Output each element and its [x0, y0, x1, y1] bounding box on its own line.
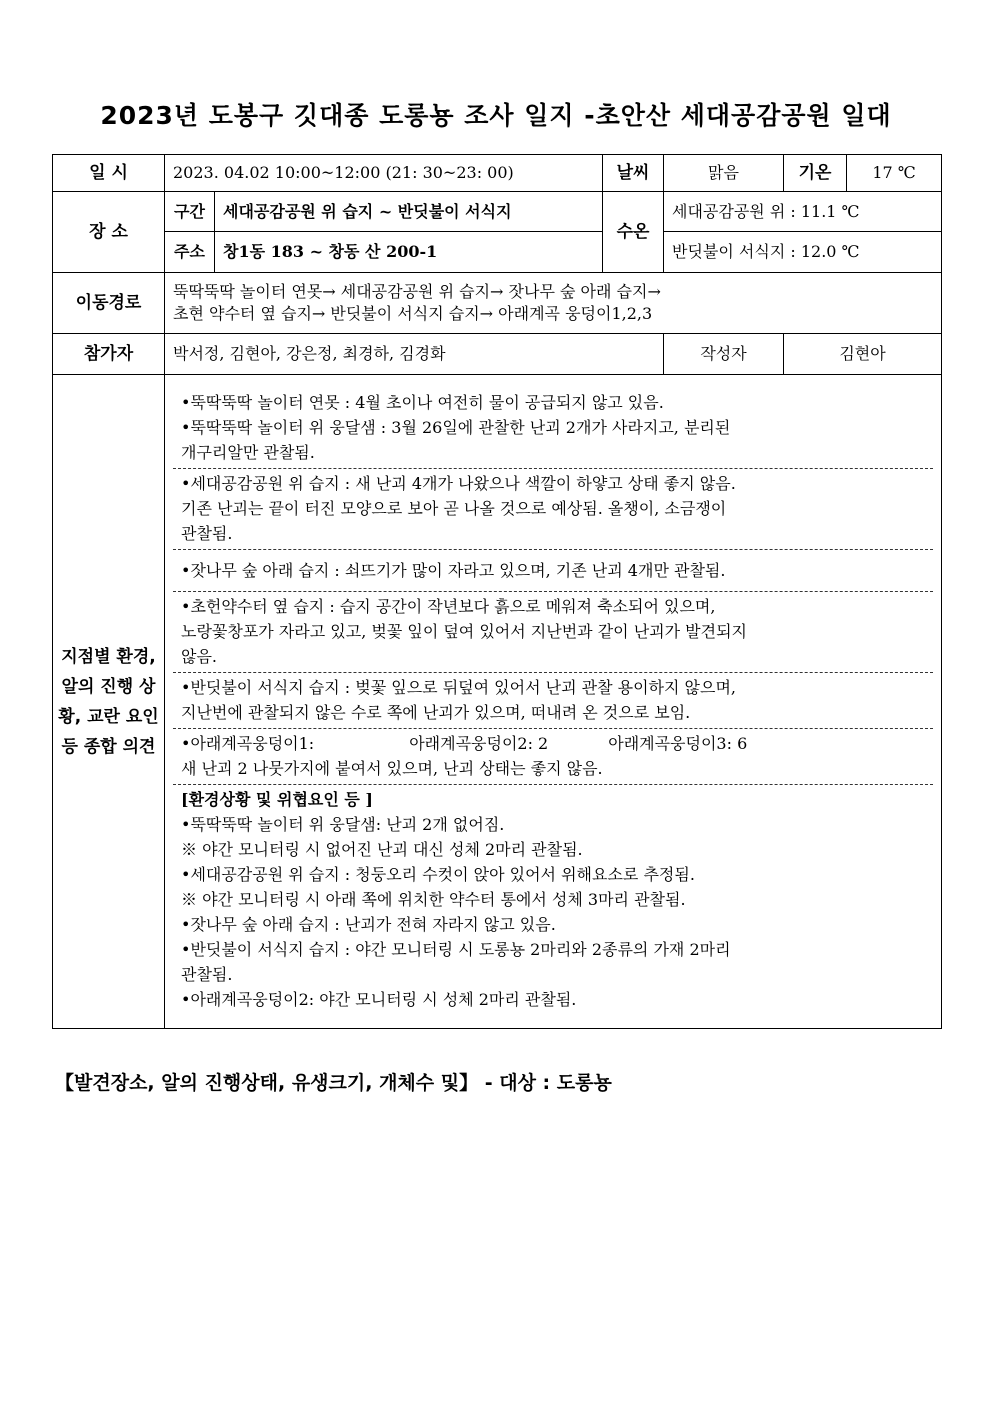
- note-line: 노랑꽃창포가 자라고 있고, 벚꽃 잎이 덮여 있어서 지난번과 같이 난괴가 발견되지: [181, 622, 747, 641]
- address-label: 주소: [165, 232, 215, 273]
- note-block: [173, 469, 933, 550]
- section-heading-findings: 【발견장소, 알의 진행상태, 유생크기, 개체수 및】 - 대상 : 도롱뇽: [55, 1072, 612, 1094]
- environment-threats-block: [173, 785, 933, 1015]
- location-label: 장 소: [53, 192, 165, 273]
- pool-2-count: 아래계곡웅덩이2: 2: [409, 734, 549, 753]
- section-value: 세대공감공원 위 습지 ~ 반딧불이 서식지: [215, 192, 603, 232]
- note-line: 지난번에 관찰되지 않은 수로 쪽에 난괴가 있으며, 떠내려 온 것으로 보임.: [181, 703, 691, 722]
- note-line: 새 난괴 2 나뭇가지에 붙여서 있으며, 난괴 상태는 좋지 않음.: [181, 759, 603, 778]
- water-temp-label: 수온: [603, 192, 664, 273]
- note-block: [173, 388, 933, 469]
- note-line: •잣나무 숲 아래 습지 : 쇠뜨기가 많이 자라고 있으며, 기존 난괴 4개만 관찰됨.: [181, 561, 726, 580]
- weather-label: 날씨: [603, 155, 664, 192]
- site-notes: [165, 375, 942, 1029]
- survey-log-table: [52, 154, 942, 1029]
- opinion-label: 지점별 환경, 알의 진행 상황, 교란 요인 등 종합 의견: [53, 375, 165, 1029]
- note-line: [181, 731, 925, 756]
- datetime-label: 일 시: [53, 155, 165, 192]
- note-line: ※ 야간 모니터링 시 없어진 난괴 대신 성체 2마리 관찰됨.: [181, 840, 583, 859]
- note-line: 기존 난괴는 끝이 터진 모양으로 보아 곧 나올 것으로 예상됨. 올챙이, 소금쟁이: [181, 499, 727, 518]
- pool-1-count: •아래계곡웅덩이1:: [181, 734, 315, 753]
- note-line: •반딧불이 서식지 습지 : 벚꽃 잎으로 뒤덮여 있어서 난괴 관찰 용이하지 않으며,: [181, 678, 736, 697]
- pool-3-count: 아래계곡웅덩이3: 6: [608, 734, 748, 753]
- air-temp-label: 기온: [784, 155, 847, 192]
- note-line: ※ 야간 모니터링 시 아래 쪽에 위치한 약수터 통에서 성체 3마리 관찰됨.: [181, 890, 686, 909]
- address-value: 창1동 183 ~ 창동 산 200-1: [215, 232, 603, 273]
- water-temp-value-2: 반딧불이 서식지 : 12.0 ℃: [664, 232, 942, 273]
- note-line: 관찰됨.: [181, 524, 233, 543]
- note-line: •뚝딱뚝딱 놀이터 위 웅달샘 : 3월 26일에 관찰한 난괴 2개가 사라지고, 분리된: [181, 418, 731, 437]
- route-line-1: 뚝딱뚝딱 놀이터 연못→ 세대공감공원 위 습지→ 잣나무 숲 아래 습지→: [173, 282, 661, 301]
- weather-value: 맑음: [664, 155, 784, 192]
- note-line: •세대공감공원 위 습지 : 청둥오리 수컷이 앉아 있어서 위해요소로 추정됨.: [181, 865, 695, 884]
- note-line: •초헌약수터 옆 습지 : 습지 공간이 작년보다 흙으로 메워져 축소되어 있으며,: [181, 597, 716, 616]
- document-title: 2023년 도봉구 깃대종 도롱뇽 조사 일지 -초안산 세대공감공원 일대: [100, 101, 892, 130]
- note-block: [173, 550, 933, 592]
- datetime-value: 2023. 04.02 10:00~12:00 (21: 30~23: 00): [165, 155, 603, 192]
- route-line-2: 초현 약수터 옆 습지→ 반딧불이 서식지 습지→ 아래계곡 웅덩이1,2,3: [173, 304, 653, 323]
- air-temp-value: 17 ℃: [847, 155, 942, 192]
- note-line: •뚝딱뚝딱 놀이터 연못 : 4월 초이나 여전히 물이 공급되지 않고 있음.: [181, 393, 664, 412]
- note-block: [173, 592, 933, 673]
- note-line: •뚝딱뚝딱 놀이터 위 웅달샘: 난괴 2개 없어짐.: [181, 815, 505, 834]
- note-line: 개구리알만 관찰됨.: [181, 443, 315, 462]
- note-line: •아래계곡웅덩이2: 야간 모니터링 시 성체 2마리 관찰됨.: [181, 990, 577, 1009]
- section-label: 구간: [165, 192, 215, 232]
- note-line: •세대공감공원 위 습지 : 새 난괴 4개가 나왔으나 색깔이 하얗고 상태 좋지 않음.: [181, 474, 736, 493]
- participants-value: 박서정, 김현아, 강은정, 최경하, 김경화: [165, 334, 664, 375]
- environment-heading: [환경상황 및 위협요인 등 ]: [181, 790, 373, 809]
- author-value: 김현아: [784, 334, 942, 375]
- route-label: 이동경로: [53, 273, 165, 334]
- note-line: •잣나무 숲 아래 습지 : 난괴가 전혀 자라지 않고 있음.: [181, 915, 556, 934]
- author-label: 작성자: [664, 334, 784, 375]
- note-line: 관찰됨.: [181, 965, 233, 984]
- note-block: [173, 673, 933, 729]
- route-value: [165, 273, 942, 334]
- note-block: [173, 729, 933, 785]
- water-temp-value-1: 세대공감공원 위 : 11.1 ℃: [664, 192, 942, 232]
- note-line: •반딧불이 서식지 습지 : 야간 모니터링 시 도롱뇽 2마리와 2종류의 가재 2마리: [181, 940, 731, 959]
- participants-label: 참가자: [53, 334, 165, 375]
- note-line: 않음.: [181, 647, 217, 666]
